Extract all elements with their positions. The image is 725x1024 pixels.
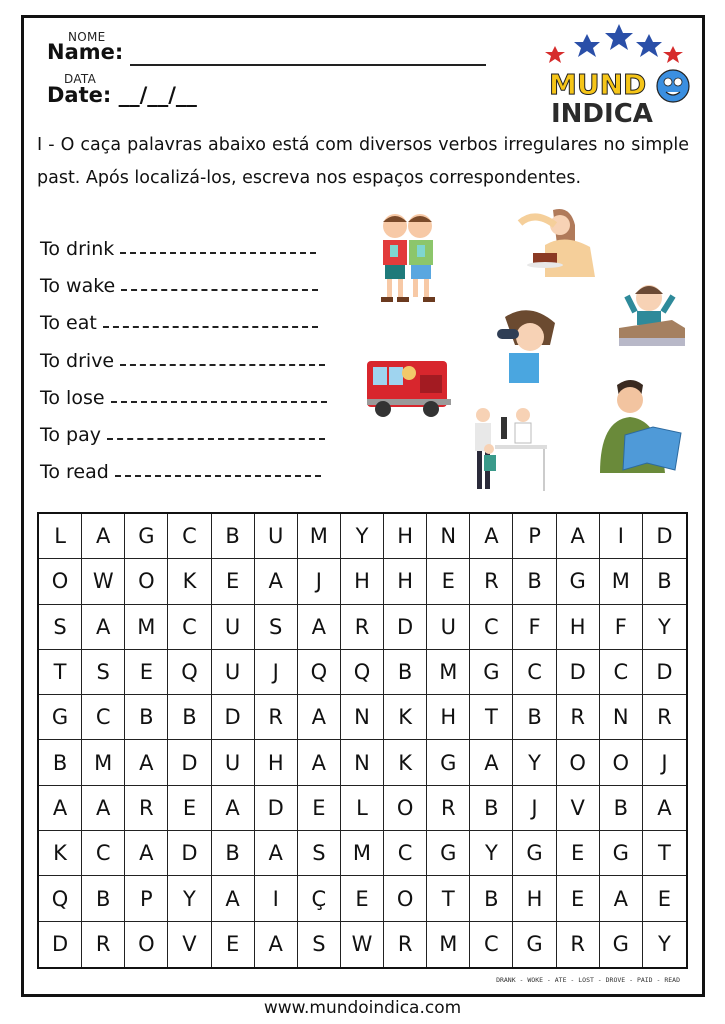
grid-cell[interactable]: Y [643,605,686,650]
grid-cell[interactable]: D [557,650,600,695]
grid-cell[interactable]: W [82,559,125,604]
grid-cell[interactable]: E [168,786,211,831]
grid-cell[interactable]: F [600,605,643,650]
date-hint: DATA [64,72,97,86]
man-reading-illustration [595,375,685,475]
grid-cell[interactable]: R [557,695,600,740]
grid-cell[interactable]: E [643,876,686,921]
grid-cell[interactable]: D [255,786,298,831]
svg-text:INDICA: INDICA [551,99,653,129]
grid-cell[interactable]: G [470,650,513,695]
grid-cell[interactable]: T [39,650,82,695]
grid-cell[interactable]: A [82,786,125,831]
grid-cell[interactable]: B [212,831,255,876]
grid-cell[interactable]: R [427,786,470,831]
answer-blank[interactable] [107,422,325,440]
svg-text:MUND: MUND [549,68,647,101]
verb-row-wake [40,273,327,310]
boy-waking-illustration [617,278,687,350]
grid-cell[interactable]: A [212,876,255,921]
family-paying-illustration [465,405,550,492]
verb-label: To drive [40,349,115,372]
grid-cell[interactable]: N [427,514,470,559]
grid-cell[interactable]: B [513,559,556,604]
grid-cell[interactable]: M [600,559,643,604]
grid-cell[interactable]: M [427,922,470,967]
grid-cell[interactable]: G [427,740,470,785]
grid-cell[interactable]: T [427,876,470,921]
grid-cell[interactable]: O [384,786,427,831]
grid-cell[interactable]: A [125,740,168,785]
grid-cell[interactable]: A [82,605,125,650]
grid-cell[interactable]: D [168,740,211,785]
stars-icon [545,22,705,130]
grid-cell[interactable]: B [470,876,513,921]
grid-cell[interactable]: C [82,695,125,740]
grid-cell[interactable]: A [125,831,168,876]
grid-cell[interactable]: A [643,786,686,831]
grid-cell[interactable]: H [513,876,556,921]
grid-cell[interactable]: J [255,650,298,695]
grid-cell[interactable]: G [557,559,600,604]
verb-label: To read [40,461,109,484]
grid-cell[interactable]: C [168,514,211,559]
grid-cell[interactable]: E [298,786,341,831]
grid-cell[interactable]: B [125,695,168,740]
grid-cell[interactable]: M [341,831,384,876]
grid-cell[interactable]: M [82,740,125,785]
name-input-line[interactable] [130,64,486,66]
grid-cell[interactable]: L [341,786,384,831]
grid-cell[interactable]: D [212,695,255,740]
grid-cell[interactable]: M [125,605,168,650]
grid-cell[interactable]: G [513,922,556,967]
grid-cell[interactable]: H [557,605,600,650]
grid-cell[interactable]: O [600,740,643,785]
mundo-indica-logo [545,22,705,130]
grid-cell[interactable]: H [341,559,384,604]
answer-blank[interactable] [120,236,316,254]
grid-cell[interactable]: R [384,922,427,967]
grid-cell[interactable]: E [212,922,255,967]
grid-cell[interactable]: H [255,740,298,785]
grid-cell[interactable]: A [255,922,298,967]
word-search-grid [37,512,688,969]
grid-cell[interactable]: A [470,740,513,785]
grid-cell[interactable]: J [513,786,556,831]
grid-cell[interactable]: U [212,650,255,695]
grid-cell[interactable]: B [470,786,513,831]
verb-label: To wake [40,275,116,298]
grid-cell[interactable]: G [600,922,643,967]
verb-row-read [40,459,327,496]
grid-cell[interactable]: Y [513,740,556,785]
grid-cell[interactable]: U [255,514,298,559]
grid-cell[interactable]: D [643,650,686,695]
grid-cell[interactable]: U [212,605,255,650]
grid-cell[interactable]: C [82,831,125,876]
grid-cell[interactable]: I [255,876,298,921]
grid-cell[interactable]: U [212,740,255,785]
grid-cell[interactable]: C [384,831,427,876]
grid-cell[interactable]: Q [298,650,341,695]
grid-cell[interactable]: R [255,695,298,740]
grid-cell[interactable]: R [557,922,600,967]
grid-cell[interactable]: M [427,650,470,695]
verb-row-drive [40,348,327,385]
grid-cell[interactable]: S [255,605,298,650]
grid-cell[interactable]: Ç [298,876,341,921]
grid-cell[interactable]: O [557,740,600,785]
grid-cell[interactable]: P [125,876,168,921]
verb-row-lose [40,385,327,422]
grid-cell[interactable]: B [212,514,255,559]
grid-cell[interactable]: D [39,922,82,967]
grid-cell[interactable]: G [125,514,168,559]
answer-key: DRANK - WOKE - ATE - LOST - DROVE - PAID - READ [496,976,680,984]
grid-cell[interactable]: Y [341,514,384,559]
grid-cell[interactable]: K [168,559,211,604]
grid-cell[interactable]: B [82,876,125,921]
grid-cell[interactable]: S [298,831,341,876]
grid-cell[interactable]: E [212,559,255,604]
grid-cell[interactable]: L [39,514,82,559]
grid-cell[interactable]: H [427,695,470,740]
grid-cell[interactable]: B [39,740,82,785]
grid-cell[interactable]: A [212,786,255,831]
grid-cell[interactable]: K [384,740,427,785]
grid-cell[interactable]: V [168,922,211,967]
verb-row-pay [40,422,327,459]
name-hint: NOME [68,30,106,44]
grid-cell[interactable]: J [643,740,686,785]
grid-cell[interactable]: T [643,831,686,876]
grid-cell[interactable]: K [39,831,82,876]
grid-cell[interactable]: G [513,831,556,876]
grid-cell[interactable]: C [513,650,556,695]
grid-cell[interactable]: C [470,605,513,650]
answer-blank[interactable] [120,348,325,366]
grid-cell[interactable]: T [470,695,513,740]
grid-cell[interactable]: G [600,831,643,876]
grid-cell[interactable]: D [384,605,427,650]
answer-blank[interactable] [111,385,327,403]
grid-cell[interactable]: Q [341,650,384,695]
answer-blank[interactable] [121,273,318,291]
grid-cell[interactable]: R [643,695,686,740]
grid-cell[interactable]: Q [39,876,82,921]
fire-truck-illustration [365,355,453,420]
boy-binoculars-illustration [495,305,560,385]
grid-cell[interactable]: N [341,695,384,740]
grid-cell[interactable]: P [513,514,556,559]
grid-cell[interactable]: A [298,740,341,785]
boys-drinking-illustration [375,210,445,305]
grid-cell[interactable]: D [168,831,211,876]
grid-cell[interactable]: B [384,650,427,695]
verb-label: To pay [40,423,101,446]
grid-cell[interactable]: A [557,514,600,559]
verb-label: To lose [40,386,105,409]
date-label: Date: __/__/__ [47,83,197,107]
grid-cell[interactable]: O [39,559,82,604]
grid-cell[interactable]: G [427,831,470,876]
verb-label: To drink [40,238,115,260]
grid-cell[interactable]: U [427,605,470,650]
grid-cell[interactable]: E [557,831,600,876]
answer-blank[interactable] [115,459,321,477]
name-label: Name: [47,40,124,64]
grid-cell[interactable]: E [427,559,470,604]
verb-row-drink [40,236,327,273]
grid-cell[interactable]: B [643,559,686,604]
grid-cell[interactable]: A [255,559,298,604]
grid-cell[interactable]: O [125,559,168,604]
grid-cell[interactable]: S [82,650,125,695]
verb-list [40,236,327,496]
grid-cell[interactable]: A [82,514,125,559]
grid-cell[interactable]: R [82,922,125,967]
grid-cell[interactable]: B [513,695,556,740]
grid-cell[interactable]: Y [168,876,211,921]
grid-cell[interactable]: C [168,605,211,650]
grid-cell[interactable]: R [341,605,384,650]
grid-cell[interactable]: J [298,559,341,604]
grid-cell[interactable]: A [39,786,82,831]
grid-cell[interactable]: S [39,605,82,650]
grid-cell[interactable]: I [600,514,643,559]
grid-cell[interactable]: O [125,922,168,967]
grid-cell[interactable]: O [384,876,427,921]
verb-label: To eat [40,312,97,335]
grid-cell[interactable]: Q [168,650,211,695]
website-url[interactable]: www.mundoindica.com [263,998,462,1018]
woman-eating-illustration [515,205,600,280]
grid-cell[interactable]: H [384,559,427,604]
instruction-text: I - O caça palavras abaixo está com diversos verbos irregulares no simple past. Após localizá-los, escreva nos espaços correspondentes. [37,135,689,188]
grid-cell[interactable]: V [557,786,600,831]
grid-cell[interactable]: A [470,514,513,559]
grid-cell[interactable]: E [557,876,600,921]
grid-cell[interactable]: R [125,786,168,831]
grid-cell[interactable]: G [39,695,82,740]
grid-cell[interactable]: M [298,514,341,559]
grid-cell[interactable]: C [600,650,643,695]
grid-cell[interactable]: A [600,876,643,921]
grid-cell[interactable]: D [643,514,686,559]
grid-cell[interactable]: H [384,514,427,559]
grid-cell[interactable]: B [168,695,211,740]
grid-cell[interactable]: Y [658,932,671,957]
grid-cell[interactable]: E [125,650,168,695]
grid-cell[interactable]: K [384,695,427,740]
answer-blank[interactable] [103,310,318,328]
grid-cell[interactable]: C [470,922,513,967]
grid-cell[interactable]: R [470,559,513,604]
grid-cell[interactable]: A [298,695,341,740]
grid-cell[interactable]: N [341,740,384,785]
grid-cell[interactable]: A [255,831,298,876]
grid-cell[interactable]: S [298,922,341,967]
grid-cell[interactable]: W [341,922,384,967]
grid-cell[interactable]: N [600,695,643,740]
grid-cell[interactable]: E [341,876,384,921]
grid-cell[interactable]: F [513,605,556,650]
verb-row-eat [40,310,327,347]
grid-cell[interactable]: B [600,786,643,831]
grid-cell[interactable]: A [298,605,341,650]
grid-cell[interactable]: Y [470,831,513,876]
